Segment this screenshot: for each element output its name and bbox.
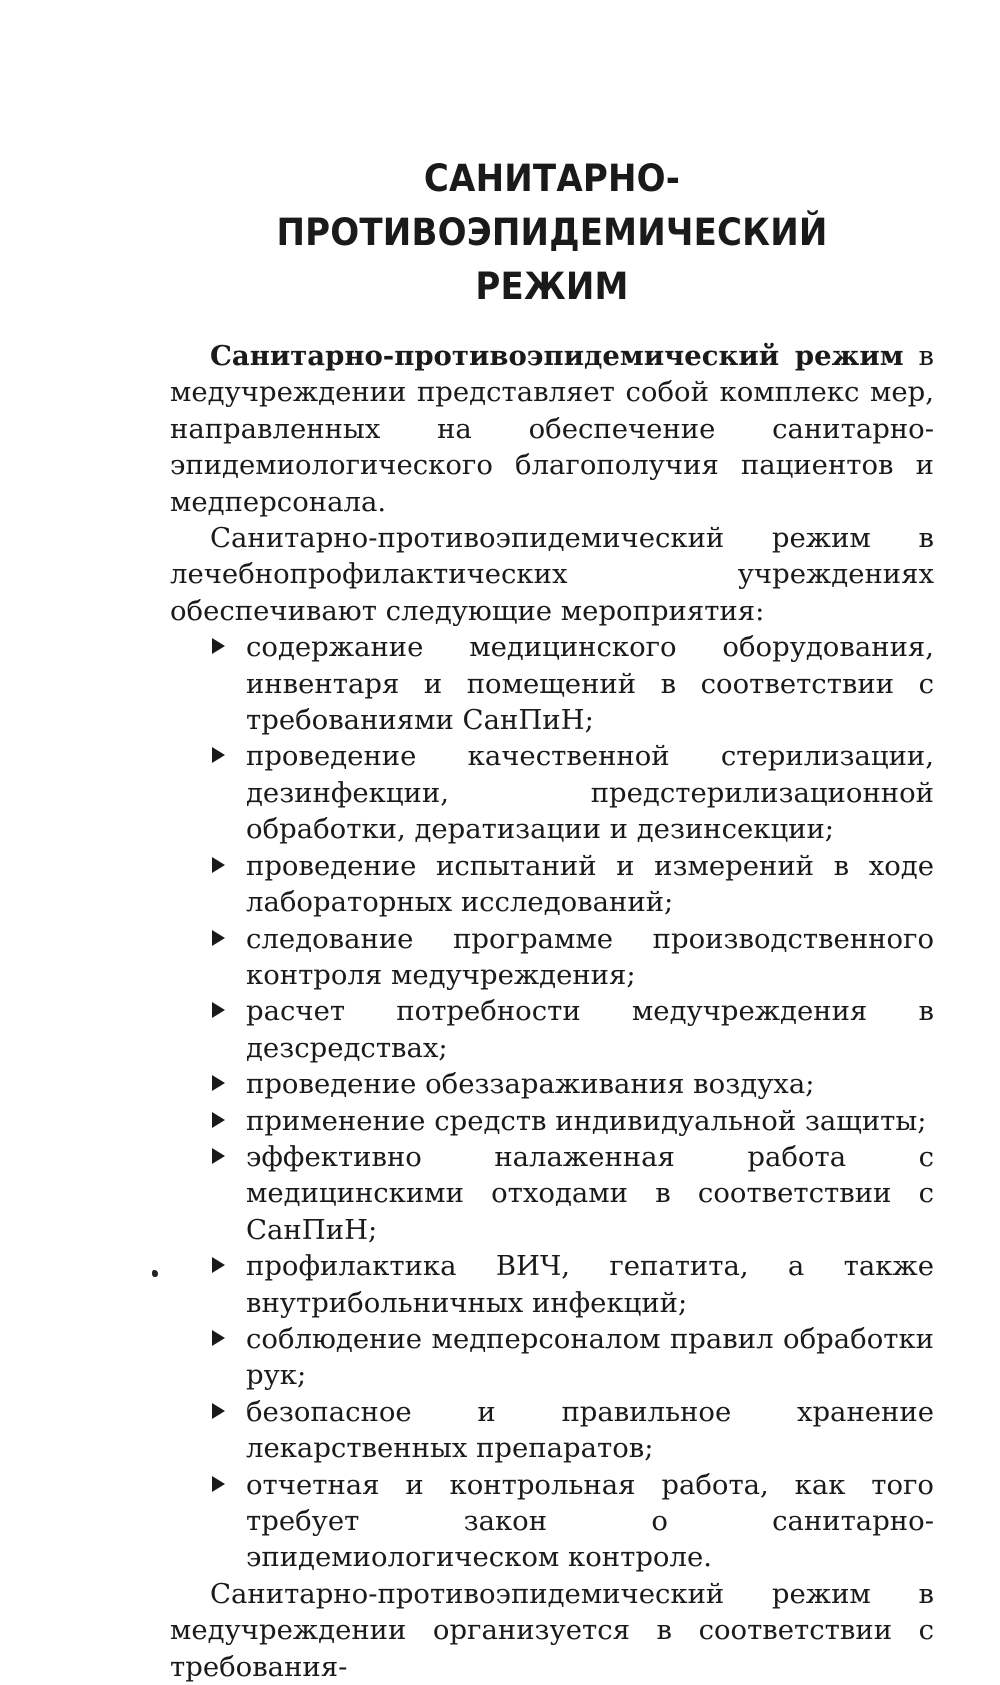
list-item-text: профилактика ВИЧ, гепатита, а также внутрибольничных инфекций;: [246, 1250, 934, 1319]
triangle-bullet-icon: [212, 1330, 225, 1346]
list-item-text: следование программе производственного контроля медучреждения;: [246, 922, 934, 991]
triangle-bullet-icon: [212, 1112, 225, 1128]
triangle-bullet-icon: [212, 1257, 225, 1273]
list-item-text: эффективно налаженная работа с медицинскими отходами в соответствии с СанПиН;: [246, 1140, 934, 1246]
list-item: [170, 1066, 934, 1102]
list-item: [170, 1321, 934, 1394]
list-item-text: проведение испытаний и измерений в ходе лабораторных исследований;: [246, 849, 934, 919]
list-item: [170, 1139, 934, 1248]
list-item-text: проведение обеззараживания воздуха;: [246, 1068, 815, 1101]
triangle-bullet-icon: [212, 1148, 225, 1164]
list-item-text: безопасное и правильное хранение лекарственных препаратов;: [246, 1395, 934, 1465]
list-item-text: проведение качественной стерилизации, дезинфекции, предстерилизационной обработки, дератизации и дезинсекции;: [246, 740, 934, 846]
list-item-text: применение средств индивидуальной защиты;: [246, 1104, 927, 1137]
second-paragraph: Санитарно-противоэпидемический режим в лечебнопрофилактических учреждениях обеспечивают следующие мероприятия:: [170, 522, 934, 627]
intro-text: в медучреждении представляет собой комплекс мер, направленных на обеспечение санитарно-эпидемиологического благополучия пациентов и медперсонала.: [170, 340, 934, 518]
measures-list: [170, 629, 934, 1576]
final-paragraph: Санитарно-противоэпидемический режим в медучреждении организуется в соответствии с требования-: [170, 1577, 934, 1683]
triangle-bullet-icon: [212, 930, 225, 946]
list-item-text: соблюдение медперсоналом правил обработки рук;: [246, 1322, 934, 1392]
intro-term: Санитарно-противоэпидемический режим: [210, 340, 904, 372]
list-item: [170, 1248, 934, 1321]
list-item: [170, 921, 934, 994]
triangle-bullet-icon: [212, 1403, 225, 1419]
title-line-2: РЕЖИМ: [475, 265, 629, 308]
triangle-bullet-icon: [212, 1476, 225, 1492]
list-item: [170, 738, 934, 847]
triangle-bullet-icon: [212, 638, 225, 654]
list-item: [170, 848, 934, 921]
list-item: [170, 1394, 934, 1467]
list-item: [170, 993, 934, 1066]
triangle-bullet-icon: [212, 857, 225, 873]
title-line-1: САНИТАРНО-ПРОТИВОЭПИДЕМИЧЕСКИЙ: [276, 157, 828, 254]
list-item-text: расчет потребности медучреждения в дезсредствах;: [246, 995, 934, 1064]
ink-speck: [152, 1270, 158, 1277]
list-item-text: отчетная и контрольная работа, как того требует закон о санитарно-эпидемиологическом контроле.: [246, 1468, 934, 1574]
list-item: [170, 1467, 934, 1576]
list-item-text: содержание медицинского оборудования, инвентаря и помещений в соответствии с требованиями СанПиН;: [246, 631, 934, 737]
triangle-bullet-icon: [212, 747, 225, 763]
triangle-bullet-icon: [212, 1002, 225, 1018]
page-title: [201, 152, 904, 314]
list-item: [170, 629, 934, 738]
intro-paragraph: [170, 338, 934, 520]
list-item: [170, 1103, 934, 1139]
triangle-bullet-icon: [212, 1075, 225, 1091]
page-content: [170, 152, 934, 1685]
